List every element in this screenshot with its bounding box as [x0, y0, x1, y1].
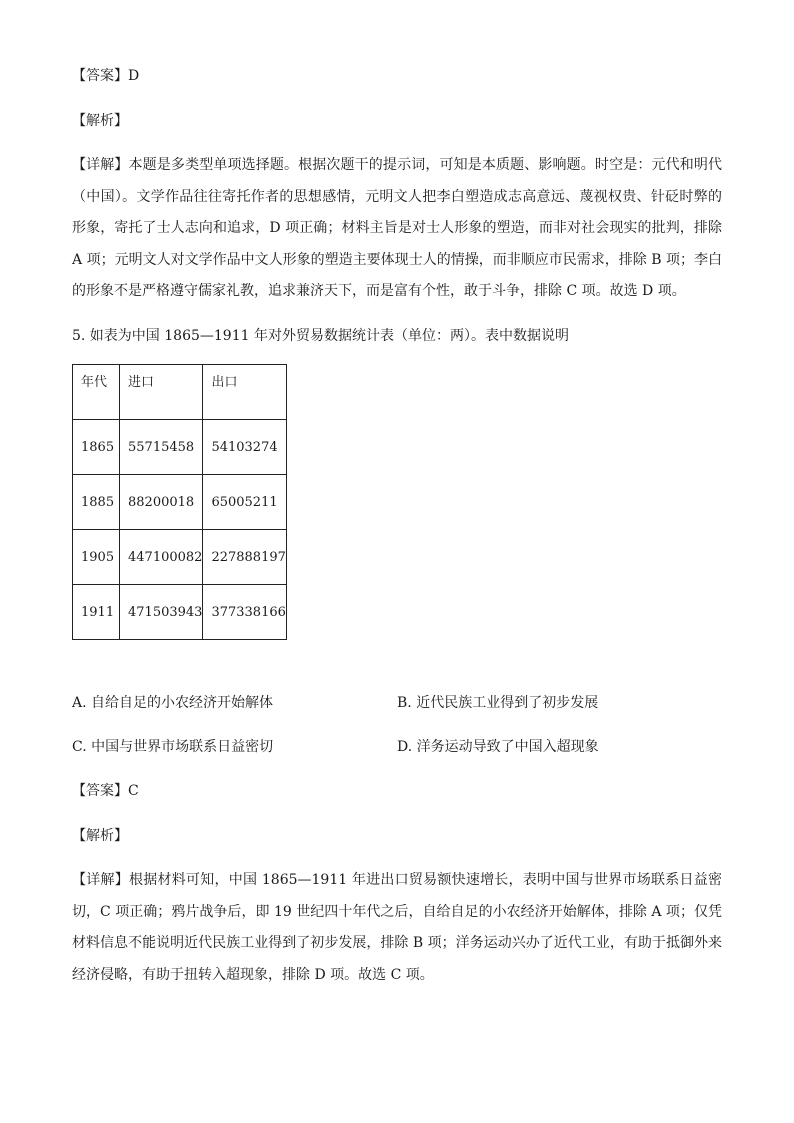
table-cell: 1911	[73, 585, 120, 640]
table-cell: 227888197	[203, 530, 286, 585]
table-header-row	[73, 365, 287, 420]
q5-answer-line	[72, 781, 139, 801]
q5-detail-paragraph: 【详解】根据材料可知，中国 1865—1911 年进出口贸易额快速增长，表明中国与世界市场联系日益密切，C 项正确；鸦片战争后，即 19 世纪四十年代之后，自给自足的小农经济开始解体，排除 A 项；仅凭材料信息不能说明近代民族工业得到了初步发展，排除 B 项；洋务运动兴办了近代工业，有助于抵御外来经济侵略，有助于扭转入超现象，排除 D 项。故选 C 项。	[72, 872, 722, 983]
table-cell: 447100082	[120, 530, 203, 585]
option-a: A. 自给自足的小农经济开始解体	[72, 695, 274, 711]
option-d: D. 洋务运动导致了中国入超现象	[397, 739, 599, 755]
table-row	[73, 420, 287, 475]
table-cell: 1865	[73, 420, 120, 475]
header-cell-import: 进口	[120, 365, 203, 420]
table-cell: 54103274	[203, 420, 286, 475]
option-b: B. 近代民族工业得到了初步发展	[397, 695, 599, 711]
q5-question-text: 5. 如表为中国 1865—1911 年对外贸易数据统计表（单位：两）。表中数据说明	[72, 328, 569, 344]
q4-analysis-label: 【解析】	[72, 113, 128, 129]
table-cell: 65005211	[203, 475, 286, 530]
answer-value: C	[128, 783, 139, 799]
header-cell-export: 出口	[203, 365, 286, 420]
header-cell-year: 年代	[73, 365, 120, 420]
q5-analysis-label: 【解析】	[72, 828, 128, 844]
answer-label: 【答案】	[72, 783, 128, 799]
table-cell: 88200018	[120, 475, 203, 530]
table-cell: 471503943	[120, 585, 203, 640]
q4-detail-paragraph: 【详解】本题是多类型单项选择题。根据次题干的提示词，可知是本质题、影响题。时空是：元代和明代（中国）。文学作品往往寄托作者的思想感情，元明文人把李白塑造成志高意远、蔑视权贵、针砭时弊的形象，寄托了士人志向和追求，D 项正确；材料主旨是对士人形象的塑造，而非对社会现实的批判，排除 A 项；元明文人对文学作品中文人形象的塑造主要体现士人的情操，而非顺应市民需求，排除 B 项；李白的形象不是严格遵守儒家礼教，追求兼济天下，而是富有个性，敢于斗争，排除 C 项。故选 D 项。	[72, 157, 722, 299]
answer-label: 【答案】	[72, 68, 128, 84]
table-cell: 55715458	[120, 420, 203, 475]
table-row	[73, 475, 287, 530]
answer-value: D	[128, 68, 140, 84]
table-cell: 377338166	[203, 585, 286, 640]
q4-answer-line	[72, 66, 139, 86]
table-row	[73, 585, 287, 640]
trade-statistics-table	[72, 364, 287, 640]
table-cell: 1905	[73, 530, 120, 585]
table-cell: 1885	[73, 475, 120, 530]
option-c: C. 中国与世界市场联系日益密切	[72, 739, 274, 755]
table-row	[73, 530, 287, 585]
